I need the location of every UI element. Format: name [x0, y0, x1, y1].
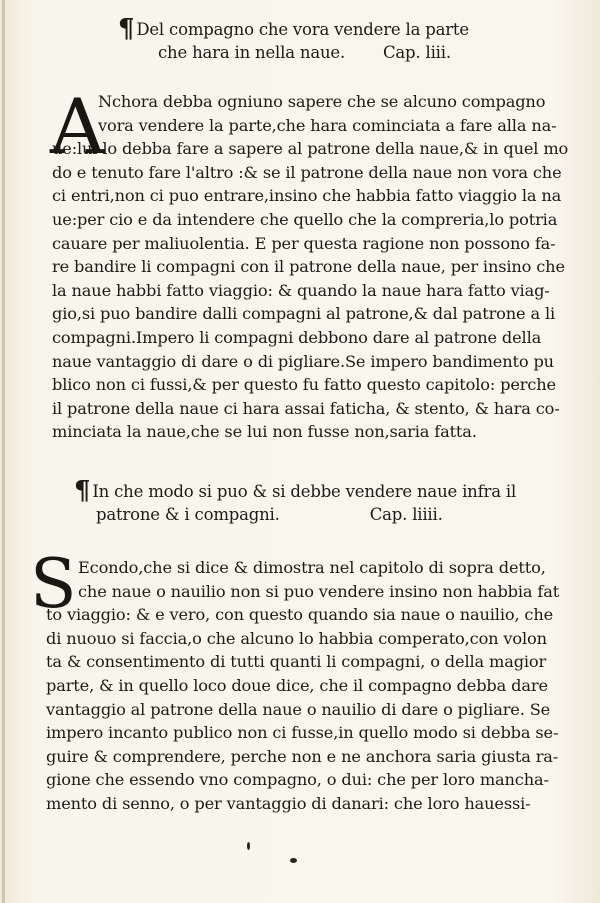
text-line: guire & comprendere, perche non e ne anchora saria giusta ra- — [46, 746, 559, 766]
text-line: ue:per cio e da intendere che quello che la compreria,lo potria — [52, 209, 558, 229]
text-line: Econdo,che si dice & dimostra nel capitolo di sopra detto, — [78, 558, 546, 577]
text-line: vora vendere la parte,che hara cominciata a fare alla na- — [98, 115, 557, 135]
heading-line — [74, 503, 554, 526]
pilcrow-icon: ¶ — [118, 14, 135, 44]
text-line: cauare per maliuolentia. E per questa ragione non possono fa- — [52, 233, 556, 253]
ink-mark — [290, 858, 297, 863]
text-line: gione che essendo vno compagno, o dui: che per loro mancha- — [46, 770, 549, 790]
chapter-heading-liii — [118, 14, 538, 64]
text-line: parte, & in quello loco doue dice, che il compagno debba dare — [46, 675, 548, 695]
text-line: naue vantaggio di dare o di pigliare.Se impero bandimento pu — [52, 351, 554, 371]
pilcrow-icon: ¶ — [74, 476, 91, 506]
heading-text: che hara in nella naue. — [158, 43, 345, 62]
chapter-body-liiii — [46, 556, 580, 816]
text-line: vantaggio al patrone della naue o nauilio di dare o pigliare. Se — [46, 699, 551, 719]
text-line: impero incanto publico non ci fusse,in quello modo si debba se- — [46, 723, 559, 743]
text-line: blico non ci fussi,& per questo fu fatto questo capitolo: perche — [52, 375, 556, 395]
text-line: ci entri,non ci puo entrare,insino che habbia fatto viaggio la na — [52, 186, 562, 206]
ink-mark — [247, 842, 250, 850]
heading-line — [74, 476, 554, 506]
chapter-body-liii — [50, 82, 578, 444]
chapter-number: Cap. liiii. — [369, 505, 443, 524]
chapter-heading-liiii — [74, 476, 554, 526]
drop-cap-initial: A — [50, 82, 105, 171]
text-line: ue:lui lo debba fare a sapere al patrone della naue,& in quel mo — [52, 139, 569, 159]
text-line: compagni.Impero li compagni debbono dare al patrone della — [52, 327, 542, 347]
text-line: gio,si puo bandire dalli compagni al patrone,& dal patrone a li — [52, 304, 556, 324]
text-line: do e tenuto fare l'altro :& se il patrone della naue non vora che — [52, 162, 562, 182]
text-line: il patrone della naue ci hara assai faticha, & stento, & hara co- — [52, 398, 560, 418]
drop-cap-initial: S — [30, 545, 77, 624]
heading-text: patrone & i compagni. — [96, 505, 280, 524]
text-line: di nuouo si faccia,o che alcuno lo habbia comperato,con volon — [46, 628, 547, 648]
text-line: che naue o nauilio non si puo vendere insino non habbia fat — [78, 581, 560, 601]
text-line: minciata la naue,che se lui non fusse non,saria fatta. — [52, 422, 477, 442]
heading-line — [118, 14, 538, 44]
heading-line — [118, 41, 538, 64]
text-line: to viaggio: & e vero, con questo quando sia naue o nauilio, che — [46, 605, 554, 625]
text-line: re bandire li compagni con il patrone della naue, per insino che — [52, 257, 565, 277]
text-line: mento di senno, o per vantaggio di danari: che loro hauessi- — [46, 793, 531, 813]
heading-text: In che modo si puo & si debbe vendere naue infra il — [92, 482, 517, 501]
text-line: la naue habbi fatto viaggio: & quando la naue hara fatto viag- — [52, 280, 550, 300]
chapter-number: Cap. liii. — [383, 43, 451, 62]
text-line: Nchora debba ogniuno sapere che se alcuno compagno — [98, 92, 546, 111]
heading-text: Del compagno che vora vendere la parte — [136, 20, 469, 39]
text-line: ta & consentimento di tutti quanti li compagni, o della magior — [46, 652, 547, 672]
